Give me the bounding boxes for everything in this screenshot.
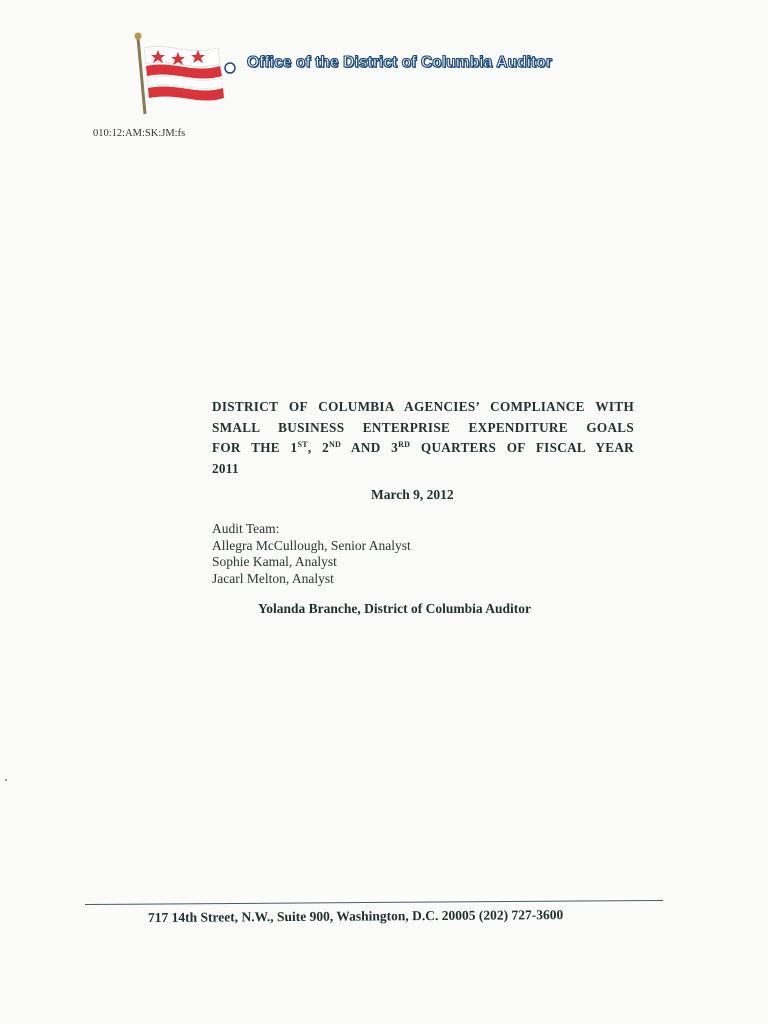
footer-divider	[85, 900, 663, 905]
signatory: Yolanda Branche, District of Columbia Auditor	[258, 601, 532, 616]
title-line-3: FOR THE 1ST, 2ND AND 3RD QUARTERS OF FISCAL YEAR	[212, 440, 634, 455]
team-member: Sophie Kamal, Analyst	[212, 554, 337, 569]
office-name: Office of the District of Columbia Auditor	[247, 54, 553, 71]
report-date: March 9, 2012	[371, 487, 454, 502]
team-member: Allegra McCullough, Senior Analyst	[212, 537, 411, 553]
reference-code: 010:12:AM:SK:JM:fs	[93, 128, 186, 139]
title-line-4: 2011	[212, 460, 239, 476]
title-line-1: DISTRICT OF COLUMBIA AGENCIES’ COMPLIANCE WITH	[212, 399, 634, 414]
dc-flag-icon	[128, 28, 240, 118]
scan-artifact	[5, 779, 7, 781]
audit-team-heading: Audit Team:	[212, 521, 280, 536]
report-title	[212, 397, 634, 479]
footer-address: 717 14th Street, N.W., Suite 900, Washington, D.C. 20005 (202) 727-3600	[147, 907, 564, 925]
title-line-2: SMALL BUSINESS ENTERPRISE EXPENDITURE GOALS	[212, 419, 634, 435]
team-member: Jacarl Melton, Analyst	[212, 570, 334, 586]
audit-team	[212, 521, 411, 587]
